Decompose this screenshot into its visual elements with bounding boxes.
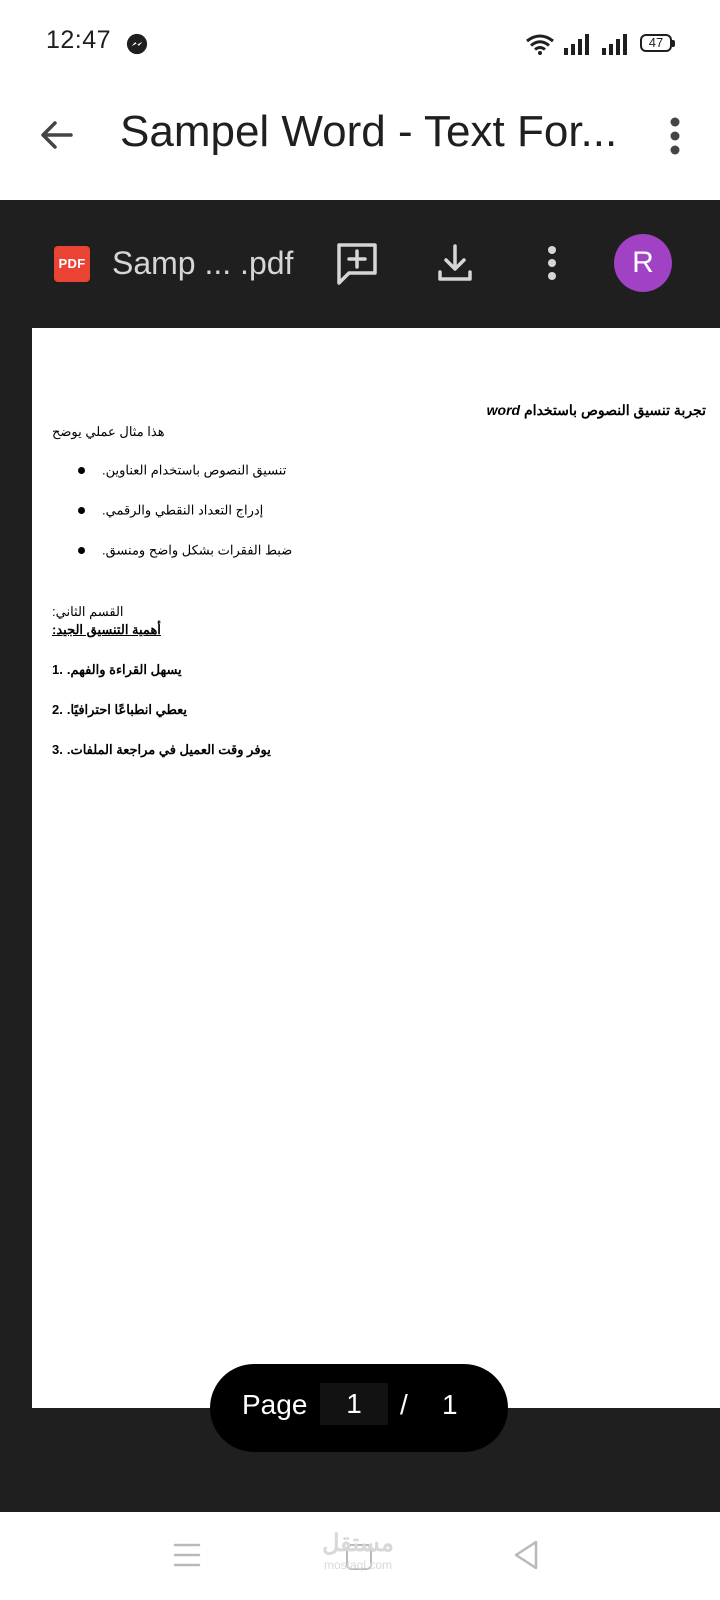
recent-apps-button[interactable]: [172, 1538, 202, 1572]
pdf-viewer: [0, 200, 720, 1512]
list-item: 3. يوفر وقت العميل في مراجعة الملفات.: [52, 742, 271, 757]
list-item: إدراج التعداد النقطي والرقمي.: [78, 502, 292, 542]
viewer-more-options-button[interactable]: [540, 240, 564, 286]
menu-icon: [172, 1538, 202, 1572]
system-back-button[interactable]: [512, 1538, 540, 1572]
document-heading-text: تجربة تنسيق النصوص باستخدام: [524, 402, 706, 418]
document-intro: هذا مثال عملي يوضح: [52, 424, 165, 439]
add-comment-icon: [334, 240, 380, 286]
numbered-list: [52, 662, 271, 782]
viewer-toolbar: [0, 200, 720, 328]
section-subheading: أهمية التنسيق الجيد:: [52, 622, 161, 637]
bullet-dot-icon: [78, 467, 85, 474]
home-button[interactable]: [346, 1544, 372, 1570]
more-vert-icon: [540, 240, 564, 286]
list-item: تنسيق النصوص باستخدام العناوين.: [78, 462, 292, 502]
list-item: 1. يسهل القراءة والفهم.: [52, 662, 182, 677]
messenger-icon: [126, 33, 148, 55]
list-item: ضبط الفقرات بشكل واضح ومنسق.: [78, 542, 292, 582]
download-icon: [432, 240, 478, 286]
list-item: 2. يعطي انطباعًا احترافيًا.: [52, 702, 188, 717]
page-indicator: [210, 1364, 508, 1452]
watermark-arabic: مستقل: [322, 1530, 394, 1557]
battery-icon: 47: [640, 34, 672, 52]
total-pages: 1: [442, 1389, 458, 1420]
page-title: Sampel Word - Text For...: [120, 107, 618, 156]
bullet-list: [78, 462, 292, 582]
document-heading-word: word: [486, 402, 521, 418]
bullet-dot-icon: [78, 507, 85, 514]
more-vert-icon: [655, 106, 695, 166]
current-page-input[interactable]: 1: [320, 1383, 388, 1425]
status-bar: [0, 0, 720, 88]
bullet-dot-icon: [78, 547, 85, 554]
pdf-file-icon: PDF: [54, 246, 90, 282]
page-separator: /: [400, 1389, 408, 1420]
more-options-button[interactable]: [655, 106, 695, 166]
document-heading: [487, 402, 706, 419]
back-triangle-icon: [512, 1538, 540, 1572]
document-page: [32, 328, 720, 1408]
wifi-icon: [525, 33, 555, 55]
status-time: 12:47: [46, 26, 112, 54]
download-button[interactable]: [432, 240, 478, 286]
signal-icon: [562, 33, 590, 55]
app-bar: [0, 88, 720, 200]
arrow-back-icon: [30, 108, 84, 162]
watermark-latin: mostaql.com: [323, 1558, 393, 1572]
back-button[interactable]: [30, 108, 84, 162]
page-label: Page: [242, 1389, 308, 1420]
system-nav-bar: [0, 1512, 720, 1600]
signal-icon: [600, 33, 628, 55]
avatar[interactable]: R: [614, 234, 672, 292]
section-label: القسم الثاني:: [52, 604, 124, 619]
add-comment-button[interactable]: [334, 240, 380, 286]
file-name: Samp ... .pdf: [112, 245, 294, 281]
